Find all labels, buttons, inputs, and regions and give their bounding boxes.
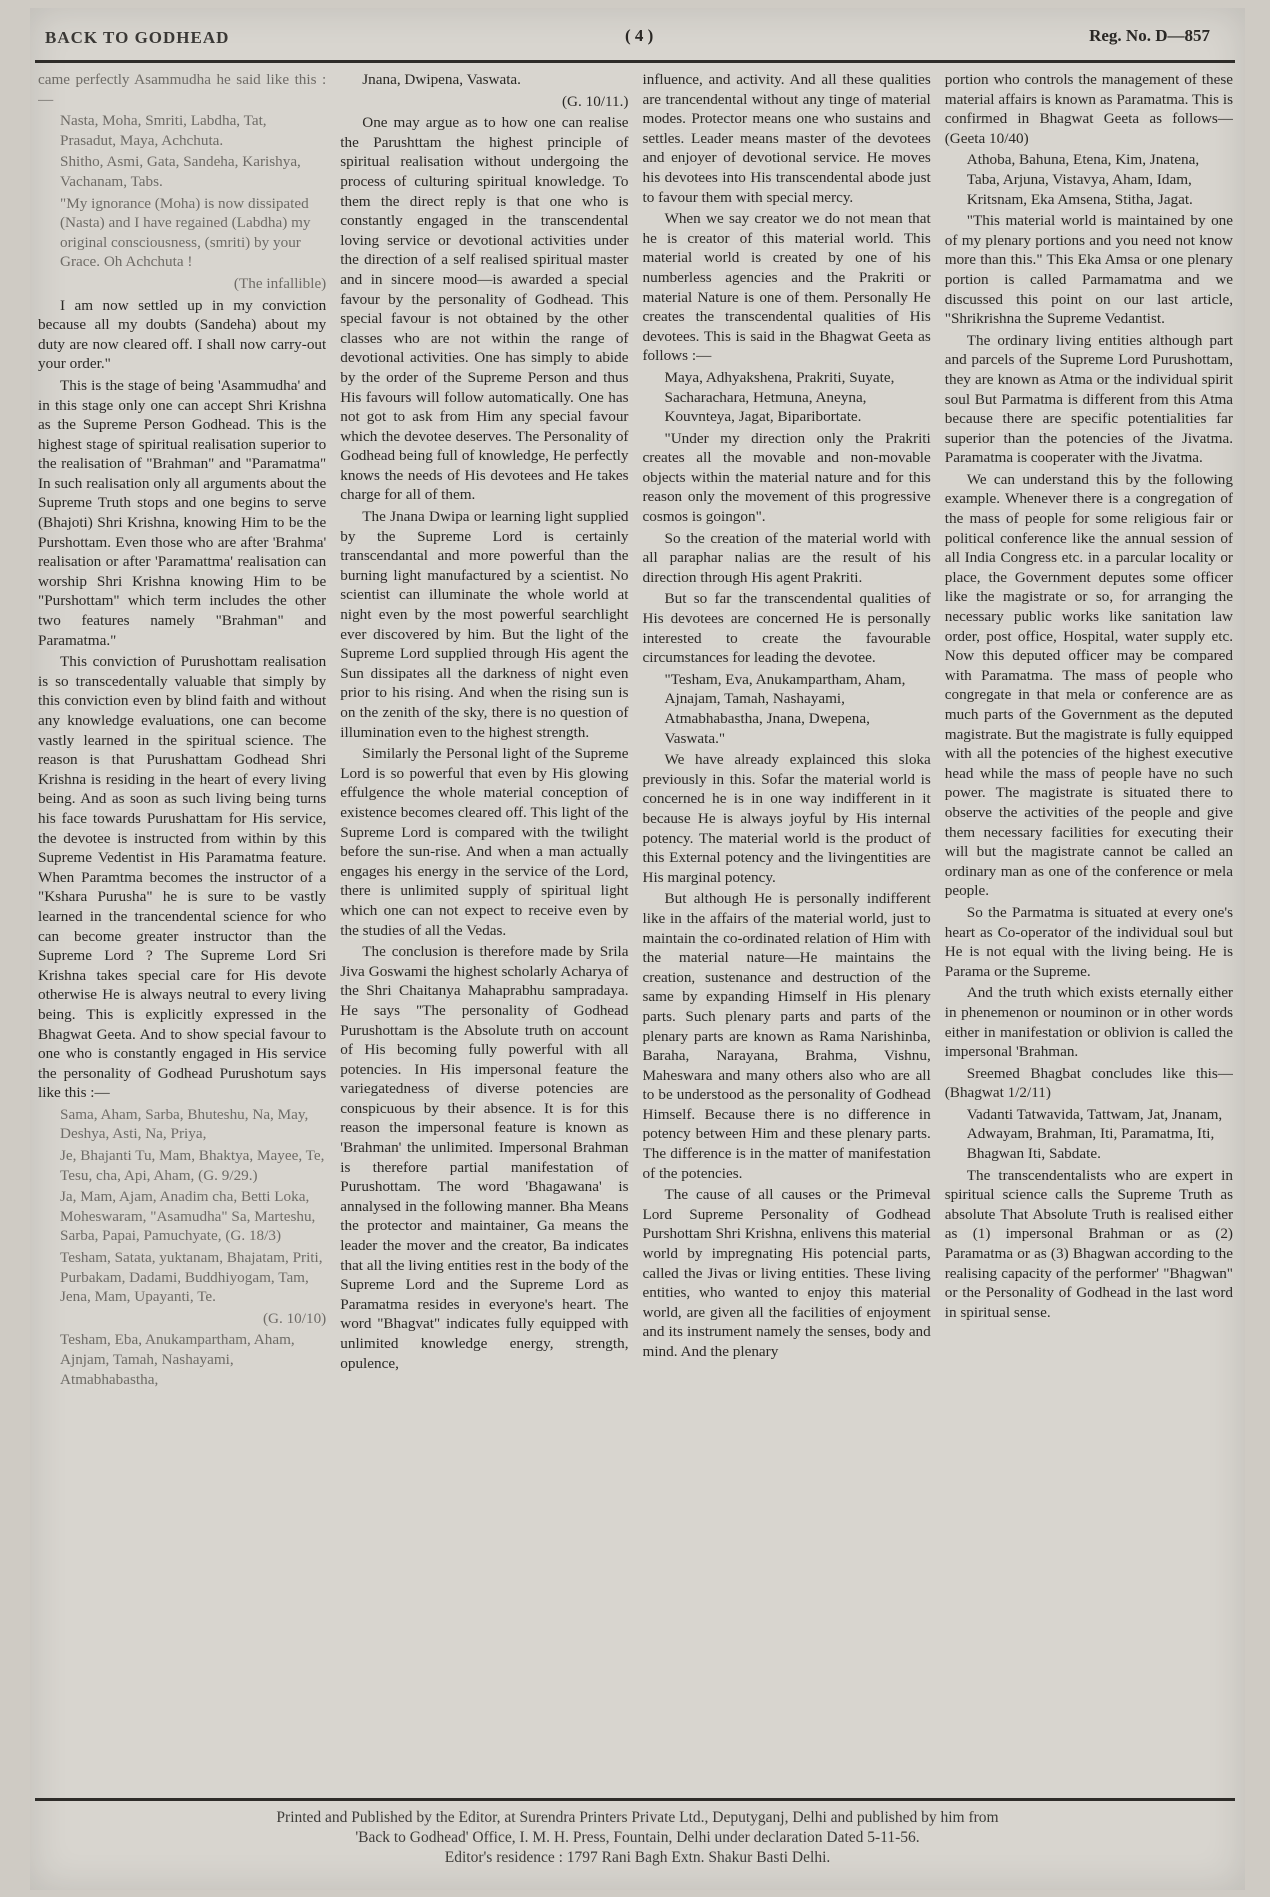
paragraph: Tesham, Eba, Anukampartham, Aham, Ajnjam, Tamah, Nashayami, Atmabhabastha,	[60, 1331, 295, 1388]
paragraph: The cause of all causes or the Primeval Lord Supreme Personality of Godhead Purshottam Shri Krishna, enlivens this material world by impregnating His potencial parts, called the Jivas or living entities. These living entities, who wanted to enjoy this material world, are given all the facilities of enjoyment and its instrument namely the senses, body and mind. And the plenary	[642, 1186, 931, 1360]
column-1	[38, 70, 326, 1790]
page-header	[35, 16, 1235, 56]
paragraph: (G. 10/10)	[262, 1309, 327, 1327]
header-rule	[35, 60, 1235, 63]
paragraph: Tesham, Satata, yuktanam, Bhajatam, Priti, Purbakam, Dadami, Buddhiyogam, Tam, Jena, Mam, Upayanti, Te.	[60, 1249, 323, 1306]
column-4	[945, 70, 1233, 1790]
paragraph: Je, Bhajanti Tu, Mam, Bhaktya, Mayee, Te, Tesu, cha, Api, Aham, (G. 9/29.)	[60, 1147, 325, 1184]
paragraph: But so far the transcendental qualities of His devotees are concerned He is personally interested to create the favourable circumstances for leading the devotee.	[642, 590, 931, 667]
paragraph: So the Parmatma is situated at every one's heart as Co-operator of the individual soul but He is not equal with the living being. He is Parama or the Supreme.	[944, 903, 1233, 980]
paragraph: Similarly the Personal light of the Supreme Lord is so powerful that even by His glowing effulgence the whole material conception of existence becomes cleared off. This light of the Supreme Lord is compared with the twilight before the sun-rise. And when a man actually engages his energy in the service of the Lord, there is unlimited supply of spiritual light which one can not expect to receive even by the studies of all the Vedas.	[340, 745, 629, 939]
paragraph: The Jnana Dwipa or learning light supplied by the Supreme Lord is certainly transcendantal and more powerful than the burning light manufactured by a scientist. No scientist can illuminate the whole world at night even by the most powerful searchlight ever discovered by him. But the light of the Supreme Lord supplied through His agent the Sun dissipates all the darkness of night even prior to his rising. And when the rising sun is on the zenith of the sky, there is no question of illumination even to the highest strength.	[340, 508, 629, 741]
column-2	[340, 70, 628, 1790]
paragraph: The ordinary living entities although part and parcels of the Supreme Lord Purushottam, they are known as Atma or the individual spirit soul But Parmatma is different from this Atma because there are specific potentialities far superior than the potencies of the Jivatma. Paramatma is cooperater with the Jivatma.	[944, 331, 1233, 467]
registration-number: Reg. No. D—857	[1089, 26, 1210, 45]
paragraph: Nasta, Moha, Smriti, Labdha, Tat, Prasadut, Maya, Achchuta.	[60, 112, 267, 149]
paragraph: "Tesham, Eva, Anukampartham, Aham, Ajnajam, Tamah, Nashayami, Atmabhabastha, Jnana, Dwepena, Vaswata."	[664, 670, 906, 747]
paragraph: Ja, Mam, Ajam, Anadim cha, Betti Loka, Moheswaram, "Asamudha" Sa, Marteshu, Sarba, Papai, Pamuchyate, (G. 18/3)	[60, 1188, 316, 1245]
imprint-line-2: 'Back to Godhead' Office, I. M. H. Press, Fountain, Delhi under declaration Dated 5-11-56.	[355, 1829, 920, 1846]
paragraph: portion who controls the management of these material affairs is known as Paramatma. This is confirmed in Bhagwat Geeta as follows—(Geeta 10/40)	[944, 71, 1233, 147]
paragraph: I am now settled up in my conviction because all my doubts (Sandeha) about my duty are now cleared off. I shall now carry-out your order."	[38, 296, 327, 373]
page-number: ( 4 )	[625, 26, 654, 45]
footer-rule	[35, 1798, 1235, 1801]
paragraph: came perfectly Asammudha he said like this :—	[38, 71, 327, 108]
paragraph: Shitho, Asmi, Gata, Sandeha, Karishya, Vachanam, Tabs.	[60, 153, 301, 190]
paragraph: The conclusion is therefore made by Srila Jiva Goswami the highest scholarly Acharya of the Shri Chaitanya Mahaprabhu sampradaya. He says "The personality of Godhead Purushottam is the Absolute truth on account of His becoming fully powerful with all potencies. In His impersonal feature the variegatedness of diverse potencies are conspicuous by their absence. It is for this reason the impersonal feature is known as 'Brahman' the unlimited. Impersonal Brahman is therefore partial manifestation of Purushottam. The word 'Bhagawana' is annalysed in the following manner. Bha Means the protector and maintainer, Ga means the leader the mover and the creator, Ba indicates that all the living entities rest in the body of the Supreme Lord and the Supreme Lord as Paramatma resides in everyone's heart. The word "Bhagvat" indicates fully equipped with unlimited knowledge energy, strength, opulence,	[340, 943, 629, 1372]
paragraph: So the creation of the material world with all paraphar nalias are the result of his direction through His agent Prakriti.	[642, 529, 931, 586]
paragraph: (The infallible)	[233, 274, 327, 292]
paragraph: Sreemed Bhagbat concludes like this—(Bhagwat 1/2/11)	[944, 1064, 1233, 1102]
paragraph: And the truth which exists eternally either in phenemenon or nouminon or in other words either in manifestation or oblivion is called the impersonal 'Brahman.	[944, 984, 1233, 1061]
paragraph: "Under my direction only the Prakriti creates all the movable and non-movable objects within the material nature and for this reason only the movement of this progressive cosmos is goingon".	[642, 429, 931, 526]
paragraph: influence, and activity. And all these qualities are trancendental without any tinge of material modes. Protector means one who sustains and settles. Leader means master of the devotees and enjoyer of devotional service. He moves his devotees into His transcendental abode just to favour them with special mercy.	[642, 71, 931, 206]
paragraph: "This material world is maintained by one of my plenary portions and you need not know more than this." This Eka Amsa or one plenary portion is called Parmamatma and we discussed this point on our last article, "Shrikrishna the Supreme Vedantist.	[944, 212, 1233, 328]
paragraph: We can understand this by the following example. Whenever there is a congregation of the mass of people for some religious fair or political conference like the annual session of all India Congress etc. in a parcular locality or place, the Government deputes some officer like the magistrate or so, for arranging the necessary public works like sanitation law order, post office, Hospital, water supply etc. Now this deputed officer may be compared with Paramatma. The mass of people who congregate in that mela or conference are as much parts of the Government as the deputed magistrate. But the magistrate is fully equipped with all the potencies of the highest executive head while the mass of people have no such power. The magistrate is situated there to observe the activities of the people and give them necessary facilities for executing their will but the magistrate cannot be called an ordinary man as one of the conference or mela people.	[944, 470, 1233, 900]
paragraph: Jnana, Dwipena, Vaswata.	[362, 71, 521, 88]
paragraph: When we say creator we do not mean that he is creator of this material world. This material world is created by one of his numberless agencies and the Prakriti or material Nature is one of them. Personally He creates the transcendental qualities of His devotees. This is said in the Bhagwat Geeta as follows :—	[642, 210, 931, 365]
paragraph: (G. 10/11.)	[561, 92, 629, 110]
imprint-line-1: Printed and Published by the Editor, at Surendra Printers Private Ltd., Deputyganj, Delhi and published by him from	[276, 1809, 999, 1826]
paragraph: "My ignorance (Moha) is now dissipated (Nasta) and I have regained (Labdha) my original consciousness, (smriti) by your Grace. Oh Achchuta !	[60, 194, 311, 271]
paragraph: We have already explainced this sloka previously in this. Sofar the material world is concerned he is in one way indifferent in it because He is always joyful by His internal potency. The material world is the product of this External potency and the livingentities are His marginal potency.	[642, 751, 931, 886]
paragraph: The transcendentalists who are expert in spiritual science calls the Supreme Truth as absolute That Absolute Truth is realised either as (1) impersonal Brahman or as (2) Paramatma or as (3) Bhagwan according to the realising capacity of the performer' "Bhagwan" or the Personality of Godhead in the last word in spiritual sense.	[944, 1166, 1233, 1321]
paragraph: Vadanti Tatwavida, Tattwam, Jat, Jnanam, Adwayam, Brahman, Iti, Paramatma, Iti, Bhagwan Iti, Sabdate.	[966, 1105, 1223, 1163]
paragraph: But although He is personally indifferent like in the affairs of the material world, just to maintain the co-ordinated relation of Him with the material nature—He maintains the creation, sustenance and destruction of the same by expanding Himself in His plenary parts. Such plenary parts and parts of the plenary parts are known as Rama Narishinba, Baraha, Narayana, Brahma, Vishnu, Maheswara and many others also who are all to be understood as the personality of Godhead Himself. Because there is no difference in potency between Him and these plenary parts. The difference is in the matter of manifestation of the potencies.	[642, 890, 931, 1182]
paragraph: This is the stage of being 'Asammudha' and in this stage only one can accept Shri Krishna as the Supreme Person Godhead. This is the highest stage of spiritual realisation superior to the realisation of "Brahman" and "Paramatma" In such realisation only all arguments about the Supreme Truth stops and one begins to serve (Bhajoti) Shri Krishna, knowing Him to be the Purshottam. Even those who are after 'Brahma' realisation or after 'Paramattma' realisation can worship Shri Krishna knowing Him to be "Purshottam" which term includes the other two features namely "Brahman" and Paramatma."	[38, 376, 327, 649]
publication-title: BACK TO GODHEAD	[45, 28, 230, 47]
article-columns	[38, 70, 1233, 1790]
imprint-line-3: Editor's residence : 1797 Rani Bagh Extn. Shakur Basti Delhi.	[444, 1849, 831, 1866]
paragraph: This conviction of Purushottam realisation is so transcedentally valuable that simply by this conviction even by blind faith and without any knowledge evaluations, one can become vastly learned in the spiritual science. The reason is that Purushattam Godhead Shri Krishna is residing in the heart of every living being. And as soon as such living being turns his face towards Purushattam for His service, the devotee is instructed from within by this Supreme Vedentist in His Paramatma feature. When Paramtma becomes the instructor of a "Kshara Purusha" he is sure to be vastly learned in the trancendental science for who can become greater instructor than the Supreme Lord ? The Supreme Lord Sri Krishna takes special care for His devote otherwise He is always neutral to every living being. This is explicitly expressed in the Bhagwat Geeta. And to show special favour to one who is constantly engaged in His service the personality of Godhead Purushotum says like this :—	[38, 653, 327, 1102]
paragraph: One may argue as to how one can realise the Parushttam the highest principle of spiritual realisation without undergoing the process of culturing spiritual knowledge. To them the direct reply is that one who is constantly engaged in the transcendental loving service or devotional activities under the direction of a self realised spiritual master and in sincere mood—is awarded a special favour by the personality of Godhead. This special favour is not obtained by the other classes who are not within the range of devotional activities. One has simply to abide by the order of the Supreme Person and thus His favours will follow automatically. One has not got to ask from Him any special favour which the devotee deserves. The Personality of Godhead being full of knowledge, He perfectly knows the needs of His devotees and He takes charge for all of them.	[340, 114, 629, 504]
paragraph: Sama, Aham, Sarba, Bhuteshu, Na, May, Deshya, Asti, Na, Priya,	[60, 1105, 309, 1143]
column-3	[643, 70, 931, 1790]
paragraph: Maya, Adhyakshena, Prakriti, Suyate, Sacharachara, Hetmuna, Aneyna, Kouvnteya, Jagat, Biparibortate.	[664, 368, 895, 426]
imprint-footer	[30, 1808, 1245, 1868]
newspaper-page	[30, 8, 1245, 1890]
paragraph: Athoba, Bahuna, Etena, Kim, Jnatena, Taba, Arjuna, Vistavya, Aham, Idam, Kritsnam, Eka Amsena, Stitha, Jagat.	[966, 151, 1200, 208]
